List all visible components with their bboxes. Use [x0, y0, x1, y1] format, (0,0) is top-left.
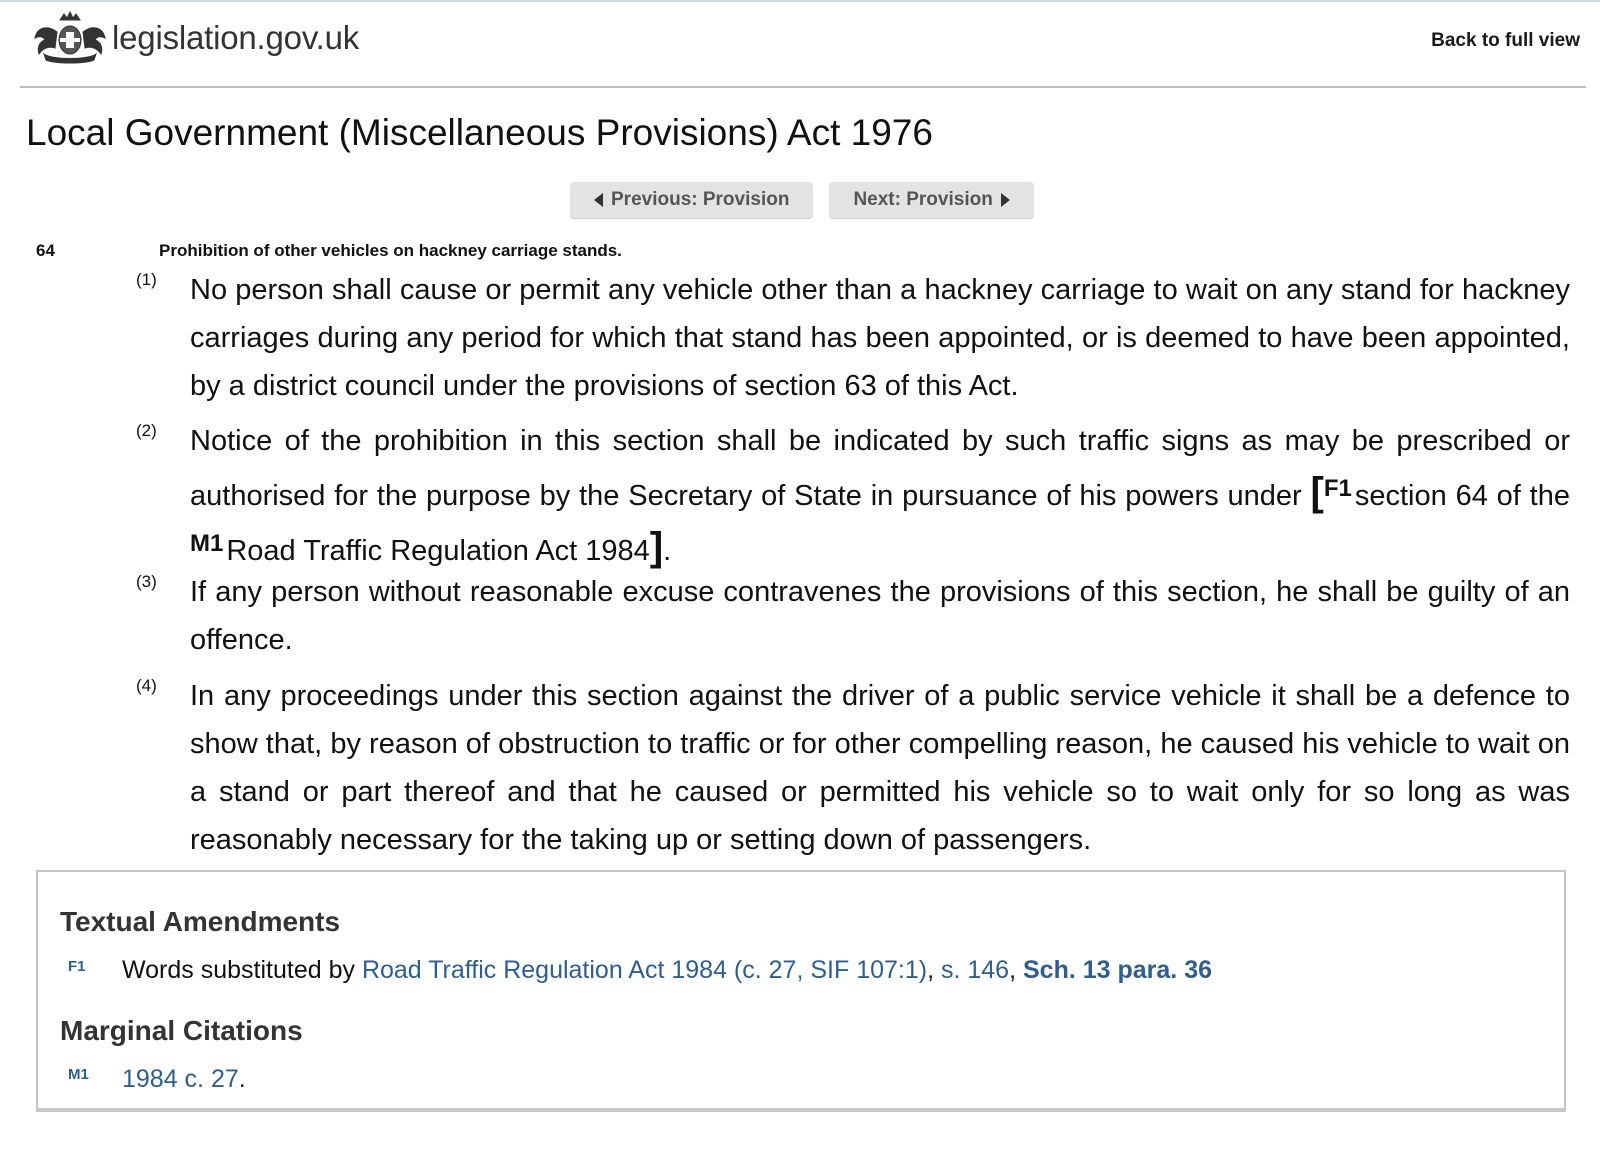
textual-amendments-heading: Textual Amendments [60, 906, 341, 937]
amendment-bracket-open: [ [1310, 470, 1324, 514]
subsection-text-part: section 64 of the [1354, 480, 1570, 512]
previous-provision-button[interactable] [570, 182, 813, 218]
act-title: Local Government (Miscellaneous Provisions) Act 1976 [26, 112, 933, 153]
amending-act-link[interactable]: Road Traffic Regulation Act 1984 (c. 27, SIF 107:1) [361, 956, 928, 984]
subsection-number: (1) [136, 270, 157, 289]
site-name: legislation.gov.uk [112, 19, 360, 56]
citation-link[interactable]: 1984 c. 27 [122, 1065, 239, 1093]
marginal-citation-ref-m1[interactable]: M1 [190, 530, 224, 557]
amendment-bracket-close: ] [649, 525, 664, 569]
section-number: 64 [36, 241, 55, 260]
citation-text-m1 [122, 1065, 246, 1094]
subsection-text [190, 417, 1570, 575]
separator: , [927, 956, 941, 984]
royal-crest-icon [30, 10, 110, 66]
subsection-text: If any person without reasonable excuse contravenes the provisions of this section, he shall be guilty of an offence. [190, 576, 1570, 656]
next-provision-button[interactable] [829, 182, 1033, 218]
annotations-box [36, 870, 1566, 1112]
subsection-text-part: . [663, 535, 672, 567]
subsection-number: (3) [136, 572, 157, 591]
amendment-prefix: Words substituted by [122, 956, 362, 984]
subsection-text-part: Notice of the prohibition in this section shall be indicated by such traffic signs as may be prescribed or authorised for the purpose by the Secretary of State in pursuance of his powers under [190, 425, 1570, 512]
footnote-ref-f1[interactable]: F1 [1323, 475, 1352, 502]
amendment-text-f1 [122, 956, 1212, 985]
section-title: Prohibition of other vehicles on hackney carriage stands. [159, 241, 622, 260]
citation-key-m1: M1 [68, 1066, 89, 1083]
separator: , [1009, 956, 1023, 984]
subsection-number: (2) [136, 421, 157, 440]
back-to-full-view-link[interactable]: Back to full view [1431, 30, 1580, 51]
marginal-citations-heading: Marginal Citations [60, 1015, 303, 1046]
citation-suffix: . [238, 1065, 246, 1093]
arrow-right-icon [1001, 193, 1010, 207]
site-header [20, 0, 1586, 88]
amending-section-link[interactable]: s. 146 [940, 956, 1010, 984]
previous-provision-label: Previous: Provision [611, 189, 790, 210]
provision-navigation [570, 182, 1034, 218]
arrow-left-icon [594, 193, 603, 207]
amendment-key-f1: F1 [68, 958, 86, 975]
site-logo[interactable] [30, 10, 359, 66]
subsection-number: (4) [136, 676, 157, 695]
subsection-text-part: Road Traffic Regulation Act 1984 [226, 535, 650, 567]
subsection-text: No person shall cause or permit any vehicle other than a hackney carriage to wait on any stand for hackney carriages during any period for which that stand has been appointed, or is deemed to have been appointed, by a district council under the provisions of section 63 of this Act. [190, 274, 1570, 402]
amending-schedule-link[interactable]: Sch. 13 para. 36 [1023, 956, 1213, 984]
subsection-text: In any proceedings under this section against the driver of a public service vehicle it shall be a defence to show that, by reason of obstruction to traffic or for other compelling reason, he caused his vehicle to wait on a stand or part thereof and that he caused or permitted his vehicle so to wait only for so long as was reasonably necessary for the taking up or setting down of passengers. [190, 680, 1570, 856]
next-provision-label: Next: Provision [853, 189, 993, 210]
